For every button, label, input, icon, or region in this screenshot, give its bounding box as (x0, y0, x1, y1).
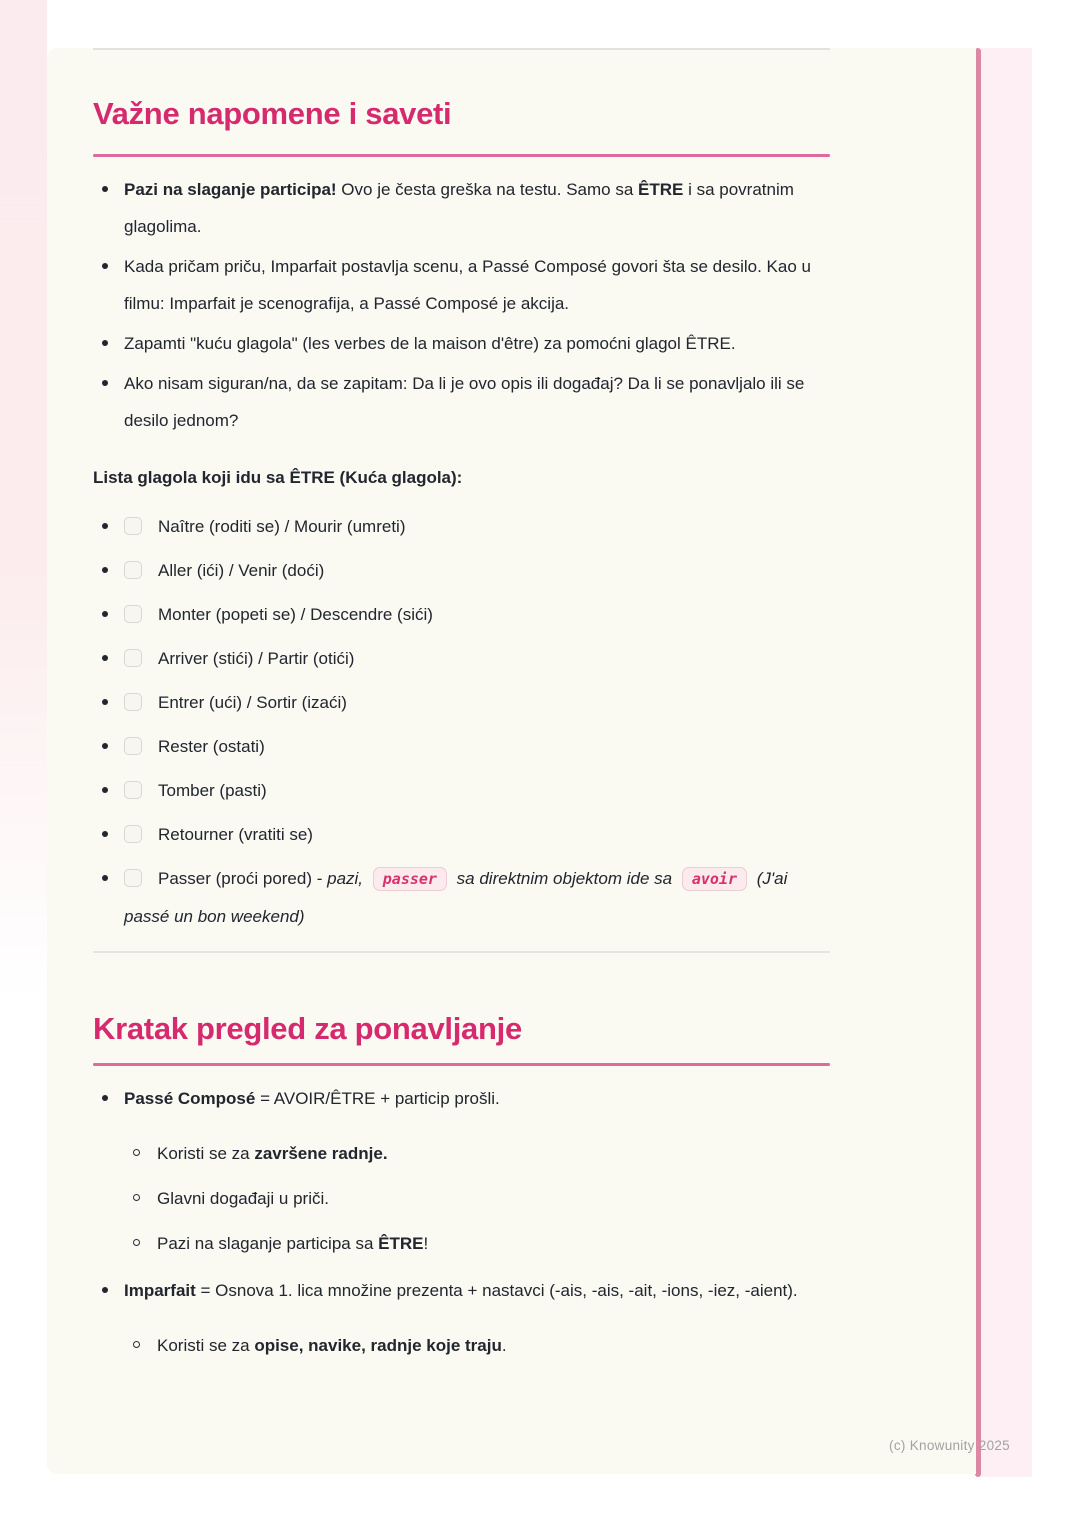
bullet-item (93, 248, 830, 322)
text-segment: Glavni događaji u priči. (157, 1189, 329, 1208)
card-top-border (93, 48, 830, 50)
checkbox[interactable] (124, 737, 142, 755)
text-segment: Arriver (stići) / Partir (otići) (158, 649, 355, 668)
copyright-watermark: (c) Knowunity 2025 (889, 1438, 1010, 1453)
text-segment: Kada pričam priču, Imparfait postavlja scenu, a Passé Composé govori šta se desilo. Kao u filmu: Imparfait je scenografija, a Passé Composé je akcija. (124, 257, 811, 313)
section-title-vazne-napomene: Važne napomene i saveti (93, 96, 452, 131)
text-segment: . (501, 1336, 507, 1355)
text-segment: Monter (popeti se) / Descendre (sići) (158, 605, 433, 624)
checkbox[interactable] (124, 649, 142, 667)
right-edge-panel (981, 48, 1032, 1477)
text-segment: Zapamti "kuću glagola" (les verbes de la maison d'être) za pomoćni glagol ÊTRE. (124, 334, 736, 353)
napomene-list (93, 171, 830, 439)
sub-bullet-item (133, 1135, 830, 1172)
bullet-item (93, 171, 830, 245)
sub-list (133, 1327, 830, 1364)
section-vazne-napomene (93, 92, 830, 935)
section-divider (93, 951, 830, 953)
checklist-item (93, 816, 830, 853)
checkbox[interactable] (124, 517, 142, 535)
text-segment: Koristi se za (157, 1144, 255, 1163)
notes-card (47, 48, 976, 1474)
section-kratak-pregled (93, 1007, 830, 1364)
pregled-list (93, 1080, 830, 1364)
checkbox[interactable] (124, 693, 142, 711)
text-segment: Ovo je česta greška na testu. Samo sa (336, 180, 639, 199)
checklist-item (93, 596, 830, 633)
text-segment: = AVOIR/ÊTRE + particip prošli. (255, 1089, 500, 1108)
text-segment: Entrer (ući) / Sortir (izaći) (158, 693, 347, 712)
text-segment: Pazi na slaganje participa! (124, 180, 337, 199)
text-segment: Retourner (vratiti se) (158, 825, 313, 844)
etre-list-heading: Lista glagola koji idu sa ÊTRE (Kuća glagola): (93, 468, 463, 487)
text-segment: Aller (ići) / Venir (doći) (158, 561, 325, 580)
code-chip: passer (373, 867, 447, 891)
sub-bullet-item (133, 1225, 830, 1262)
text-segment: sa direktnim objektom ide sa (451, 869, 677, 888)
checkbox[interactable] (124, 561, 142, 579)
bullet-item (93, 1080, 830, 1262)
text-segment: opise, navike, radnje koje traju (254, 1336, 502, 1355)
sub-list (133, 1135, 830, 1262)
etre-verb-checklist (93, 508, 830, 935)
heading-underline (93, 1063, 830, 1066)
checklist-item (93, 860, 830, 935)
text-segment: = Osnova 1. lica množine prezenta + nastavci (-ais, -ais, -ait, -ions, -iez, -aient). (195, 1281, 798, 1300)
text-segment: Koristi se za (157, 1336, 255, 1355)
text-segment: Tomber (pasti) (158, 781, 267, 800)
checklist-item (93, 508, 830, 545)
checklist-item (93, 772, 830, 809)
left-edge-decoration (0, 0, 47, 1250)
sub-bullet-item (133, 1180, 830, 1217)
text-segment: Imparfait (124, 1281, 196, 1300)
text-segment: i sa povratnim glagolima. (124, 180, 794, 236)
bullet-item (93, 365, 830, 439)
text-segment: Pazi na slaganje participa sa (157, 1234, 379, 1253)
checkbox[interactable] (124, 869, 142, 887)
text-segment: ÊTRE (638, 180, 684, 199)
section-title-kratak-pregled: Kratak pregled za ponavljanje (93, 1011, 522, 1046)
text-segment: Rester (ostati) (158, 737, 265, 756)
text-segment: Passé Composé (124, 1089, 256, 1108)
bullet-item (93, 325, 830, 362)
text-segment: završene radnje. (254, 1144, 388, 1163)
checklist-item (93, 552, 830, 589)
text-segment: pazi, (327, 869, 368, 888)
text-segment: Ako nisam siguran/na, da se zapitam: Da li je ovo opis ili događaj? Da li se ponavljalo ili se desilo jednom? (124, 374, 805, 430)
text-segment: ÊTRE (378, 1234, 424, 1253)
checkbox[interactable] (124, 605, 142, 623)
text-segment: Passer (proći pored) - (158, 869, 328, 888)
checkbox[interactable] (124, 781, 142, 799)
code-chip: avoir (682, 867, 747, 891)
checkbox[interactable] (124, 825, 142, 843)
text-segment: ! (423, 1234, 429, 1253)
checklist-item (93, 728, 830, 765)
bullet-item (93, 1272, 830, 1364)
heading-underline (93, 154, 830, 157)
checklist-item (93, 684, 830, 721)
checklist-item (93, 640, 830, 677)
sub-bullet-item (133, 1327, 830, 1364)
text-segment: Naître (roditi se) / Mourir (umreti) (158, 517, 406, 536)
text-segment: (J'ai passé un bon weekend) (124, 869, 788, 926)
